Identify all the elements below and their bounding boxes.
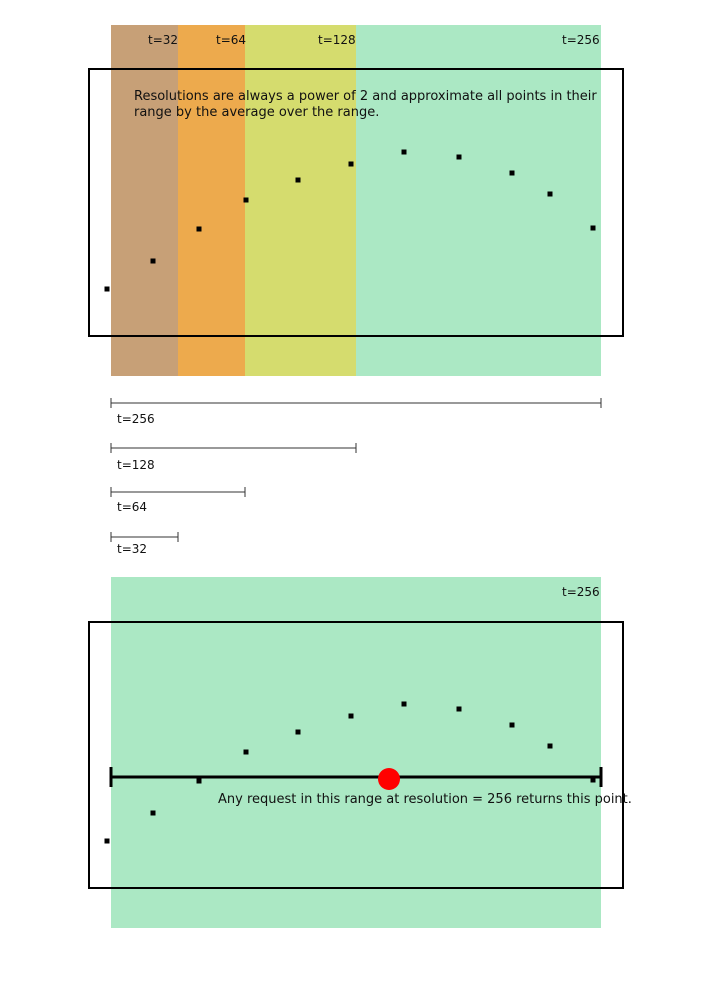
top-note-line2: range by the average over the range. [134,105,380,120]
scale-label-t32: t=32 [117,542,148,556]
average-point-marker [378,768,400,790]
band-label-t256: t=256 [562,33,600,47]
data-point [151,811,156,816]
top-note-line1: Resolutions are always a power of 2 and approximate all points in their [134,89,597,104]
scale-bar-t32 [111,532,178,542]
data-point [548,744,553,749]
data-point [197,227,202,232]
bottom-note: Any request in this range at resolution = 256 returns this point. [218,792,632,807]
data-point [402,702,407,707]
data-point [349,714,354,719]
data-point [510,723,515,728]
data-point [151,259,156,264]
band-t64 [178,25,245,376]
band-t128 [245,25,356,376]
data-point [510,171,515,176]
data-point [244,198,249,203]
bottom-band-label: t=256 [562,585,600,599]
scale-bar-t64 [111,487,245,497]
scale-label-t64: t=64 [117,500,148,514]
data-point [349,162,354,167]
scale-label-t128: t=128 [117,458,155,472]
top-panel [89,25,623,376]
data-point [591,226,596,231]
data-point [457,155,462,160]
band-label-t32: t=32 [148,33,179,47]
data-point [296,730,301,735]
data-point [402,150,407,155]
scale-bars [111,398,601,542]
band-label-t128: t=128 [318,33,356,47]
scale-bar-t256 [111,398,601,408]
data-point [457,707,462,712]
band-t256-bottom [111,577,601,928]
band-t256 [356,25,601,376]
data-point [105,839,110,844]
scale-bar-t128 [111,443,356,453]
bottom-panel [89,577,632,928]
data-point [197,779,202,784]
data-point [244,750,249,755]
data-point [296,178,301,183]
scale-label-t256: t=256 [117,412,155,426]
band-t32 [111,25,178,376]
band-label-t64: t=64 [216,33,247,47]
data-point [105,287,110,292]
data-point [548,192,553,197]
